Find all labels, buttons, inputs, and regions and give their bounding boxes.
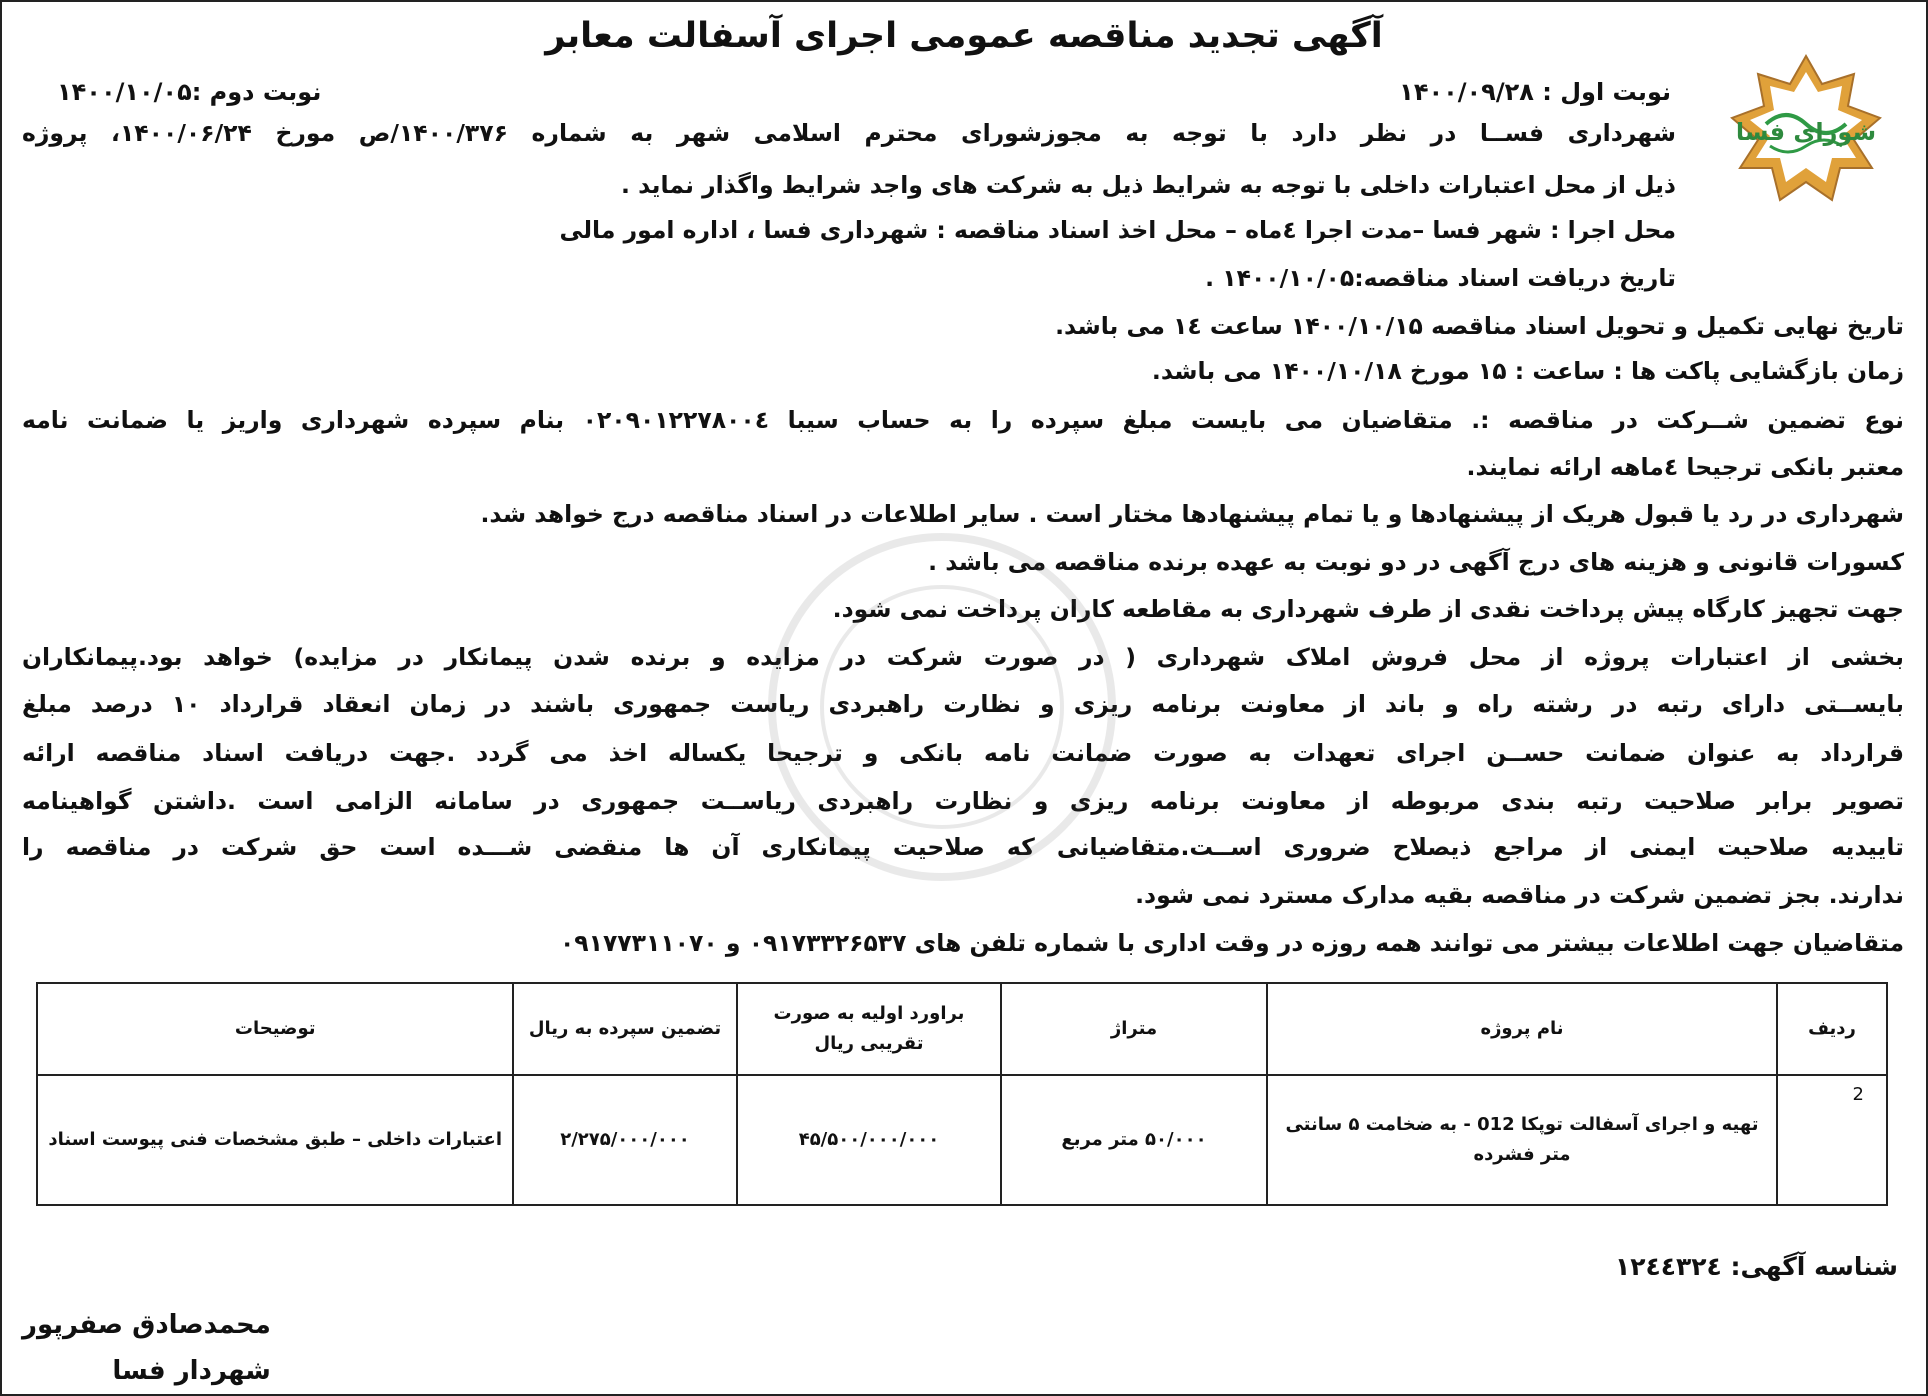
notice-paragraph-line: تاریخ دریافت اسناد مناقصه:۱۴۰۰/۱۰/۰۵ . bbox=[1205, 264, 1676, 292]
table-row bbox=[37, 1075, 1887, 1205]
signer-position: شهردار فسا bbox=[112, 1356, 271, 1386]
notice-paragraph-line: کسورات قانونی و هزینه های درج آگهی در دو نوبت به عهده برنده مناقصه می باشد . bbox=[928, 548, 1904, 576]
notice-paragraph-line: ذیل از محل اعتبارات داخلی با توجه به شرایط ذیل به شرکت های واجد شرایط واگذار نماید . bbox=[621, 171, 1676, 199]
notice-paragraph-line: تاریخ نهایی تکمیل و تحویل اسناد مناقصه ۱۴۰۰/۱۰/۱۵ ساعت ۱٤ می باشد. bbox=[1055, 312, 1904, 340]
cell-deposit: ۲/۲۷۵/۰۰۰/۰۰۰ bbox=[513, 1075, 737, 1205]
notice-paragraph-line: شهرداری فســا در نظر دارد با توجه به مجوزشورای محترم اسلامی شهر به شماره ۱۴۰۰/۳۷۶/ص مورخ ۱۴۰۰/۰۶/۲۴، پروژه bbox=[22, 119, 1677, 147]
cell-row-number: 2 bbox=[1777, 1075, 1887, 1205]
notice-paragraph-line: بخشی از اعتبارات پروژه از محل فروش املاک شهرداری ( در صورت شرکت در مزایده و برنده شدن پیمانکار در مزایده) خواهد بود.پیمانکاران bbox=[22, 643, 1904, 671]
signer-name: محمدصادق صفرپور bbox=[22, 1310, 271, 1340]
cell-project-name: تهیه و اجرای آسفالت توپکا 012 - به ضخامت ۵ سانتی متر فشرده bbox=[1267, 1075, 1777, 1205]
city-council-logo bbox=[1726, 54, 1886, 214]
notice-paragraph-line: شهرداری در رد یا قبول هریک از پیشنهادها و یا تمام پیشنهادها مختار است . سایر اطلاعات در اسناد مناقصه درج خواهد شد. bbox=[480, 500, 1904, 528]
header-notes: توضیحات bbox=[37, 983, 513, 1075]
watermark-seal bbox=[722, 522, 1162, 892]
ad-identifier: شناسه آگهی: ۱۲٤٤۳۲٤ bbox=[1614, 1252, 1898, 1281]
notice-paragraph-line: جهت تجهیز کارگاه پیش پرداخت نقدی از طرف شهرداری به مقاطعه کاران پرداخت نمی شود. bbox=[832, 595, 1904, 623]
notice-paragraph-line: محل اجرا : شهر فسا –مدت اجرا ٤ماه – محل اخذ اسناد مناقصه : شهرداری فسا ، اداره امور مالی bbox=[559, 216, 1676, 244]
header-area: متراژ bbox=[1001, 983, 1267, 1075]
header-row-number: ردیف bbox=[1777, 983, 1887, 1075]
signature-block bbox=[22, 1302, 271, 1394]
cell-notes: اعتبارات داخلی – طبق مشخصات فنی پیوست اسناد bbox=[37, 1075, 513, 1205]
notice-paragraph-line: تصویر برابر صلاحیت رتبه بندی مربوطه از معاونت برنامه ریزی و نظارت راهبردی ریاســت جمهوری در سامانه الزامی است .داشتن گواهینامه bbox=[22, 787, 1904, 815]
first-round-date: نوبت اول : ۱۴۰۰/۰۹/۲۸ bbox=[1399, 78, 1671, 106]
project-table bbox=[36, 982, 1888, 1206]
header-deposit: تضمین سپرده به ریال bbox=[513, 983, 737, 1075]
notice-paragraph-line: زمان بازگشایی پاکت ها : ساعت : ۱۵ مورخ ۱۴۰۰/۱۰/۱۸ می باشد. bbox=[1151, 357, 1904, 385]
notice-paragraph-line: ندارند. بجز تضمین شرکت در مناقصه بقیه مدارک مسترد نمی شود. bbox=[1135, 881, 1904, 909]
notice-paragraph-line: متقاضیان جهت اطلاعات بیشتر می توانند همه روزه در وقت اداری با شماره تلفن های ۰۹۱۷۳۳۲۶۵۳۷ و ۰۹۱۷۷۳۱۱۰۷۰ bbox=[559, 929, 1904, 957]
notice-paragraph-line: قرارداد به عنوان ضمانت حســن اجرای تعهدات به صورت ضمانت نامه بانکی و ترجیحا یکساله اخذ می گردد .جهت دریافت اسناد مناقصه ارائه bbox=[22, 739, 1904, 767]
notice-paragraph-line: نوع تضمین شــرکت در مناقصه :. متقاضیان می بایست مبلغ سپرده را به حساب سیبا ۰۲۰۹۰۱۲۲۷۸۰۰٤ بنام سپرده شهرداری واریز یا ضمانت نامه bbox=[22, 406, 1904, 434]
header-estimate: براورد اولیه به صورت تقریبی ریال bbox=[737, 983, 1001, 1075]
notice-paragraph-line: معتبر بانکی ترجیحا ٤ماهه ارائه نمایند. bbox=[1466, 453, 1904, 481]
notice-title: آگهی تجدید مناقصه عمومی اجرای آسفالت معابر bbox=[545, 16, 1383, 56]
cell-estimate: ۴۵/۵۰۰/۰۰۰/۰۰۰ bbox=[737, 1075, 1001, 1205]
cell-area: ۵۰/۰۰۰ متر مربع bbox=[1001, 1075, 1267, 1205]
table-header-row bbox=[37, 983, 1887, 1075]
logo-text: شورای فسا bbox=[1735, 118, 1877, 146]
notice-paragraph-line: بایســتی دارای رتبه در رشته راه و باند از معاونت برنامه ریزی و نظارت راهبردی ریاست جمهوری باشند در زمان انعقاد قرارداد ۱۰ درصد مبلغ bbox=[22, 690, 1904, 718]
second-round-date: نوبت دوم :۱۴۰۰/۱۰/۰۵ bbox=[57, 78, 322, 106]
header-project-name: نام پروژه bbox=[1267, 983, 1777, 1075]
notice-paragraph-line: تاییدیه صلاحیت ایمنی از مراجع ذیصلاح ضروری اســت.متقاضیانی که صلاحیت پیمانکاری آن ها منقضی شـــده است حق شرکت در مناقصه را bbox=[22, 833, 1904, 861]
